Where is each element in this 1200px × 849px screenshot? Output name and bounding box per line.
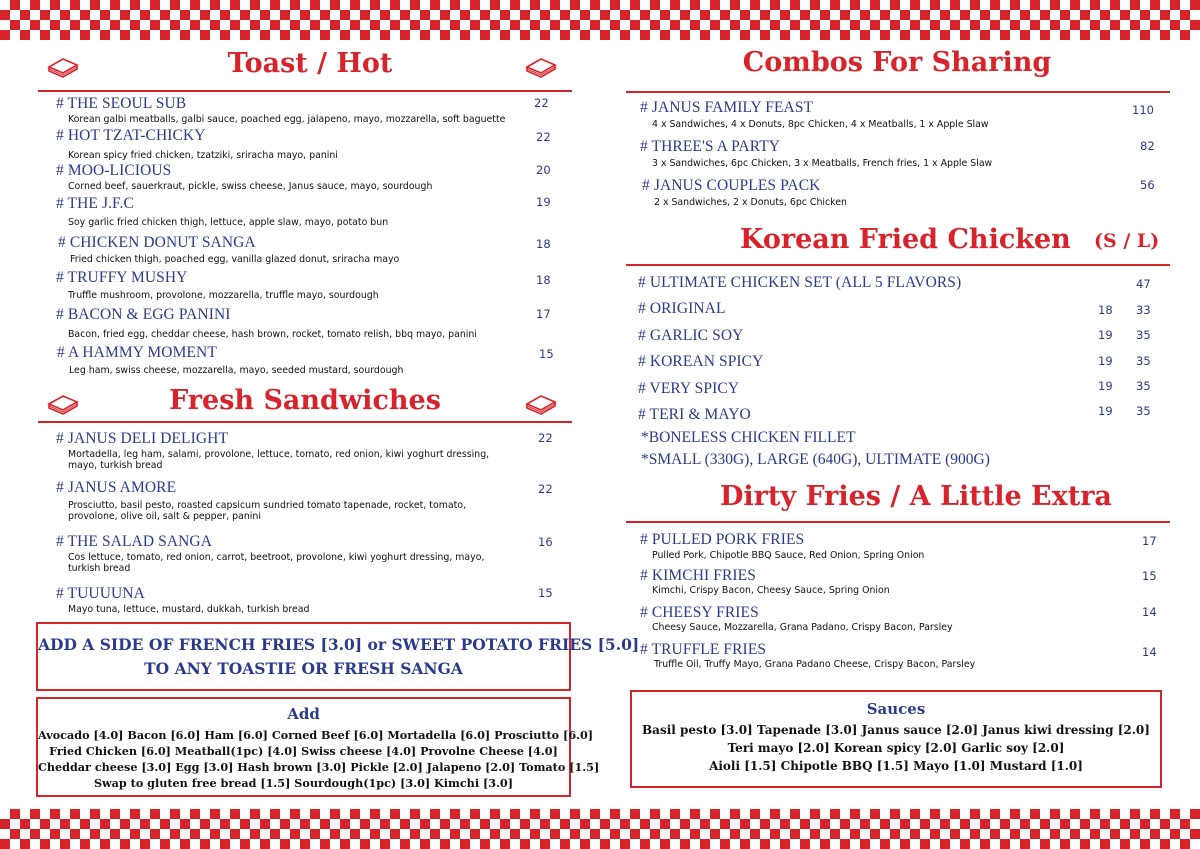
item-name: # A HAMMY MOMENT <box>57 344 217 361</box>
item-name: # THREE'S A PARTY <box>640 138 781 155</box>
item-price: 110 <box>1132 103 1154 117</box>
item-name: # PULLED PORK FRIES <box>640 531 805 548</box>
divider <box>626 264 1170 266</box>
item-description: Leg ham, swiss cheese, mozzarella, mayo, seeded mustard, sourdough <box>69 365 404 376</box>
checker-border-bottom <box>0 809 1200 849</box>
section-title-kfc: Korean Fried Chicken <box>740 224 1071 255</box>
item-price: 15 <box>538 586 553 600</box>
item-description: Korean spicy fried chicken, tzatziki, sriracha mayo, panini <box>68 150 338 161</box>
item-price: 17 <box>536 307 551 321</box>
item-name: # THE SALAD SANGA <box>56 533 212 550</box>
item-description: Bacon, fried egg, cheddar cheese, hash brown, rocket, tomato relish, bbq mayo, panini <box>68 329 477 340</box>
sauces-title: Sauces <box>866 700 926 718</box>
add-ons-line: Fried Chicken [6.0] Meatball(1pc) [4.0] Swiss cheese [4.0] Provolne Cheese [4.0] <box>49 744 558 758</box>
add-ons-line: Avocado [4.0] Bacon [6.0] Ham [6.0] Corned Beef [6.0] Mortadella [6.0] Prosciutto [6.0] <box>38 728 594 742</box>
item-name: # MOO-LICIOUS <box>56 162 172 179</box>
item-price: 56 <box>1140 178 1155 192</box>
price-small: 19 <box>1098 328 1113 342</box>
item-description: Prosciutto, basil pesto, roasted capsicum sundried tomato tapenade, rocket, tomato, <box>68 500 466 511</box>
item-price: 15 <box>539 347 554 361</box>
sauces-line: Basil pesto [3.0] Tapenade [3.0] Janus sauce [2.0] Janus kiwi dressing [2.0] <box>642 723 1150 737</box>
item-price: 16 <box>538 535 553 549</box>
item-name: # TERI & MAYO <box>638 406 751 423</box>
item-price: 17 <box>1142 534 1157 548</box>
promo-line: TO ANY TOASTIE OR FRESH SANGA <box>144 659 463 678</box>
item-price: 19 <box>536 195 551 209</box>
promo-line: ADD A SIDE OF FRENCH FRIES [3.0] or SWEET POTATO FRIES [5.0] <box>38 635 640 654</box>
item-price: 47 <box>1136 277 1151 291</box>
item-description: 2 x Sandwiches, 2 x Donuts, 6pc Chicken <box>654 197 847 208</box>
item-name: # GARLIC SOY <box>638 327 744 344</box>
item-price: 18 <box>536 237 551 251</box>
divider <box>626 91 1170 93</box>
price-small: 19 <box>1098 379 1113 393</box>
item-description: Mayo tuna, lettuce, mustard, dukkah, turkish bread <box>68 604 310 615</box>
item-name: # JANUS DELI DELIGHT <box>56 430 229 447</box>
checker-border-top <box>0 0 1200 40</box>
add-ons-title: Add <box>287 705 320 723</box>
section-title-combos: Combos For Sharing <box>742 47 1052 78</box>
item-price: 82 <box>1140 139 1155 153</box>
item-price: 22 <box>538 431 553 445</box>
item-description: Corned beef, sauerkraut, pickle, swiss cheese, Janus sauce, mayo, sourdough <box>68 181 433 192</box>
item-price: 22 <box>538 482 553 496</box>
price-large: 35 <box>1136 404 1151 418</box>
price-small: 19 <box>1098 404 1113 418</box>
item-name: # VERY SPICY <box>638 380 740 397</box>
item-description: provolone, olive oil, salt & pepper, panini <box>68 511 261 522</box>
item-description: Soy garlic fried chicken thigh, lettuce, apple slaw, mayo, potato bun <box>68 217 389 228</box>
section-title-fries: Dirty Fries / A Little Extra <box>720 481 1112 512</box>
item-description: 3 x Sandwiches, 6pc Chicken, 3 x Meatballs, French fries, 1 x Apple Slaw <box>652 158 993 169</box>
item-name: # THE SEOUL SUB <box>56 95 187 112</box>
fries-side-promo <box>36 622 640 691</box>
item-price: 14 <box>1142 645 1157 659</box>
item-description: Truffle Oil, Truffy Mayo, Grana Padano Cheese, Crispy Bacon, Parsley <box>654 659 976 670</box>
item-name: # KOREAN SPICY <box>638 353 764 370</box>
item-description: mayo, turkish bread <box>68 460 163 471</box>
add-ons-line: Swap to gluten free bread [1.5] Sourdough(1pc) [3.0] Kimchi [3.0] <box>93 776 514 790</box>
item-name: # BACON & EGG PANINI <box>56 306 231 323</box>
price-large: 35 <box>1136 354 1151 368</box>
item-name: # TRUFFY MUSHY <box>56 269 188 286</box>
sandwich-icon <box>46 55 80 79</box>
sandwich-icon <box>524 55 558 79</box>
item-description: Fried chicken thigh, poached egg, vanilla glazed donut, sriracha mayo <box>70 254 400 265</box>
item-description: turkish bread <box>68 563 131 574</box>
item-description: 4 x Sandwiches, 4 x Donuts, 8pc Chicken, 4 x Meatballs, 1 x Apple Slaw <box>652 119 989 130</box>
item-price: 20 <box>536 163 551 177</box>
item-price: 14 <box>1142 605 1157 619</box>
divider <box>626 521 1170 523</box>
price-large: 33 <box>1136 303 1151 317</box>
item-name: # JANUS FAMILY FEAST <box>640 99 814 116</box>
price-small: 19 <box>1098 354 1113 368</box>
item-price: 18 <box>536 273 551 287</box>
item-name: # THE J.F.C <box>56 195 134 212</box>
item-description: Pulled Pork, Chipotle BBQ Sauce, Red Onion, Spring Onion <box>652 550 925 561</box>
item-name: # ULTIMATE CHICKEN SET (ALL 5 FLAVORS) <box>638 274 962 291</box>
item-name: # CHICKEN DONUT SANGA <box>58 234 256 251</box>
kfc-note: *SMALL (330G), LARGE (640G), ULTIMATE (900G) <box>641 451 990 468</box>
add-ons-box <box>36 697 600 797</box>
item-name: # KIMCHI FRIES <box>640 567 756 584</box>
divider <box>38 90 572 92</box>
size-label: (S / L) <box>1094 230 1160 252</box>
price-large: 35 <box>1136 379 1151 393</box>
sauces-line: Teri mayo [2.0] Korean spicy [2.0] Garlic soy [2.0] <box>727 741 1065 755</box>
sandwich-icon <box>524 392 558 416</box>
item-name: # TRUFFLE FRIES <box>640 641 767 658</box>
item-description: Korean galbi meatballs, galbi sauce, poached egg, jalapeno, mayo, mozzarella, soft baguette <box>68 114 506 125</box>
price-large: 35 <box>1136 328 1151 342</box>
item-price: 22 <box>534 96 549 110</box>
item-name: # CHEESY FRIES <box>640 604 759 621</box>
sandwich-icon <box>46 392 80 416</box>
price-small: 18 <box>1098 303 1113 317</box>
item-name: # HOT TZAT-CHICKY <box>56 127 206 144</box>
item-description: Truffle mushroom, provolone, mozzarella, truffle mayo, sourdough <box>68 290 379 301</box>
item-name: # TUUUUNA <box>56 585 145 602</box>
item-name: # JANUS COUPLES PACK <box>642 177 821 194</box>
item-description: Kimchi, Crispy Bacon, Cheesy Sauce, Spring Onion <box>652 585 890 596</box>
section-title-fresh: Fresh Sandwiches <box>169 385 441 416</box>
sauces-line: Aioli [1.5] Chipotle BBQ [1.5] Mayo [1.0] Mustard [1.0] <box>709 759 1083 773</box>
sauces-box <box>630 690 1162 788</box>
item-description: Cos lettuce, tomato, red onion, carrot, beetroot, provolone, kiwi yoghurt dressing, mayo, <box>68 552 485 563</box>
kfc-note: *BONELESS CHICKEN FILLET <box>641 429 856 446</box>
item-price: 15 <box>1142 569 1157 583</box>
section-title-toast: Toast / Hot <box>227 48 393 79</box>
item-name: # ORIGINAL <box>638 300 726 317</box>
item-description: Cheesy Sauce, Mozzarella, Grana Padano, Crispy Bacon, Parsley <box>652 622 953 633</box>
item-name: # JANUS AMORE <box>56 479 177 496</box>
item-description: Mortadella, leg ham, salami, provolone, lettuce, tomato, red onion, kiwi yoghurt dressing, <box>68 449 490 460</box>
divider <box>38 421 572 423</box>
item-price: 22 <box>536 130 551 144</box>
add-ons-line: Cheddar cheese [3.0] Egg [3.0] Hash brown [3.0] Pickle [2.0] Jalapeno [2.0] Tomato [1.5] <box>38 760 600 774</box>
